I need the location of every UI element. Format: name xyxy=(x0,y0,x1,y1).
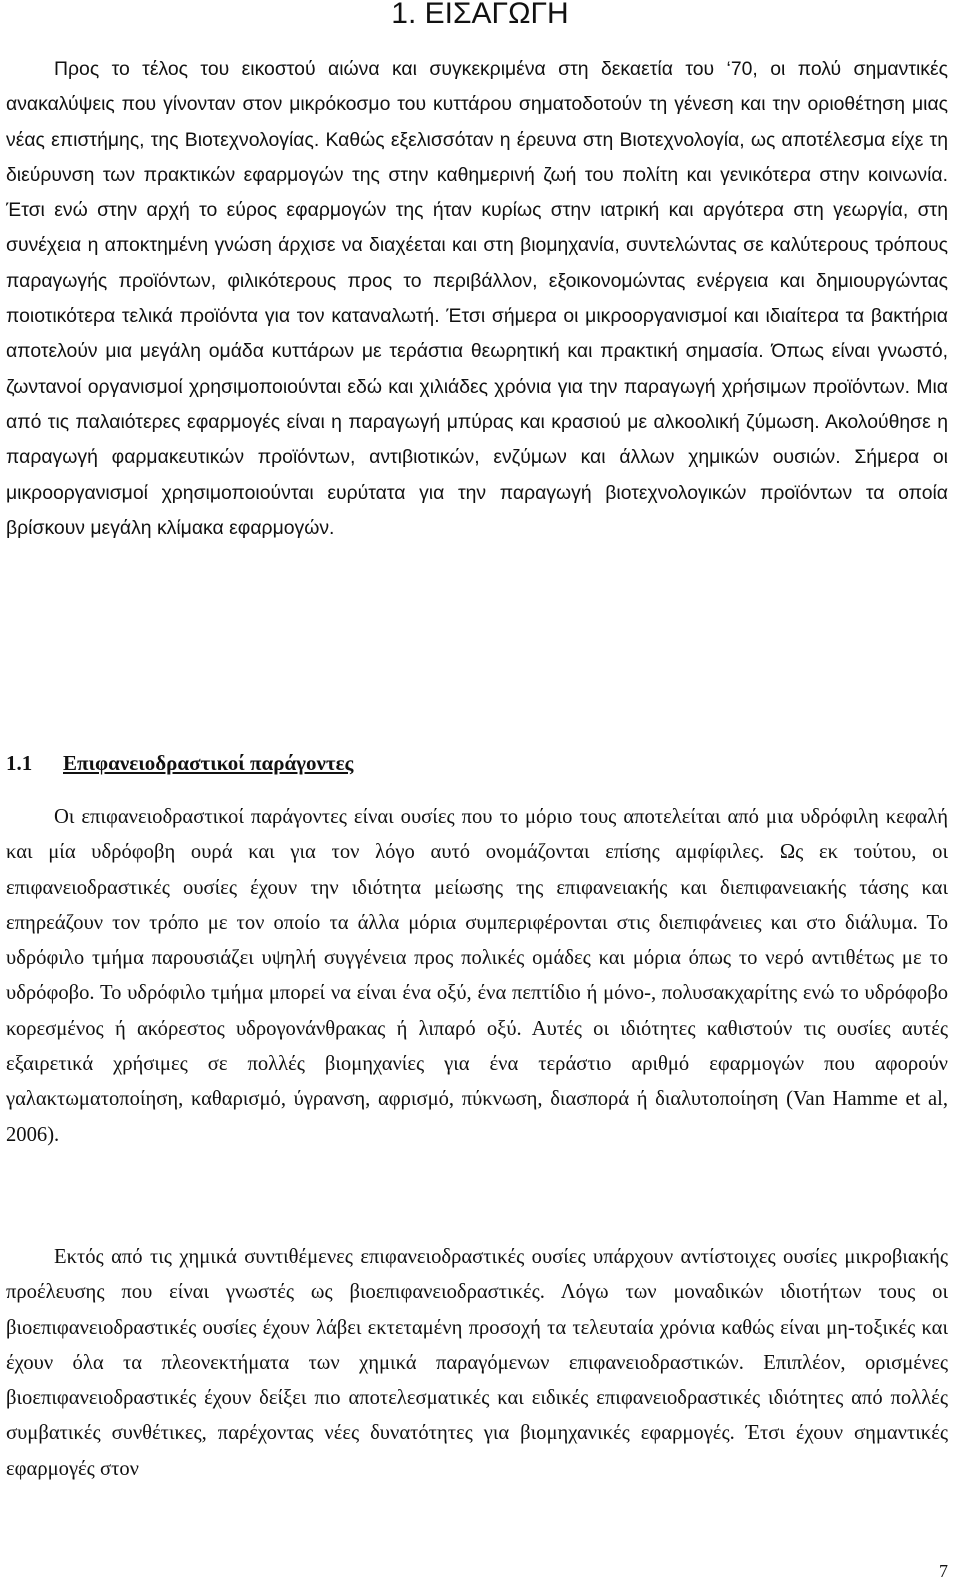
section-title: Επιφανειοδραστικοί παράγοντες xyxy=(63,751,354,775)
section-heading xyxy=(6,748,353,778)
section-paragraph-1: Οι επιφανειοδραστικοί παράγοντες είναι ουσίες που το μόριο τους αποτελείται από μια υδρόφιλη κεφαλή και μία υδρόφοβη ουρά και για τον λόγο αυτό ονομάζονται επίσης αμφίφιλες. Ως εκ τούτου, οι επιφανειοδραστικές ουσίες έχουν την ιδιότητα μείωσης της επιφανειακής και διεπιφανειακής τάσης και επηρεάζουν τον τρόπο με τον οποίο τα άλλα μόρια συμπεριφέρονται στις διεπιφάνειες και στο διάλυμα. Το υδρόφιλο τμήμα παρουσιάζει υψηλή συγγένεια προς πολικές ομάδες και μόρια όπως το νερό αντιθέτως με το υδρόφοβο. Το υδρόφιλο τμήμα μπορεί να είναι ένα οξύ, ένα πεπτίδιο ή μόνο-, πολυσακχαρίτης ενώ το υδρόφοβο κορεσμένος ή ακόρεστος υδρογονάνθρακας ή λιπαρό οξύ. Αυτές οι ιδιότητες καθιστούν τις ουσίες αυτές εξαιρετικά χρήσιμες σε πολλές βιομηχανίες για ένα τεράστιο αριθμό εφαρμογών που αφορούν γαλακτωματοποίηση, καθαρισμό, ύγρανση, αφρισμό, πύκνωση, διασπορά ή διαλυτοποίηση (Van Hamme et al, 2006). xyxy=(6,806,948,1146)
section-number: 1.1 xyxy=(6,751,33,775)
intro-paragraph: Προς το τέλος του εικοστού αιώνα και συγκεκριμένα στη δεκαετία του ‘70, οι πολύ σημαντικές ανακαλύψεις που γίνονταν στον μικρόκοσμο του κυττάρου σηματοδοτούν τη γένεση και την οριοθέτηση μιας νέας επιστήμης, της Βιοτεχνολογίας. Καθώς εξελισσόταν η έρευνα στη Βιοτεχνολογία, ως αποτέλεσμα είχε τη διεύρυνση των πρακτικών εφαρμογών της στην καθημερινή ζωή του πολίτη και γενικότερα στην κοινωνία. Έτσι ενώ στην αρχή το εύρος εφαρμογών της ήταν κυρίως στην ιατρική και αργότερα στη γεωργία, στη συνέχεια η αποκτημένη γνώση άρχισε να διαχέεται και στη βιομηχανία, συντελώντας σε καλύτερους τρόπους παραγωγής προϊόντων, φιλικότερους προς το περιβάλλον, εξοικονομώντας ενέργεια και δημιουργώντας ποιοτικότερα τελικά προϊόντα για τον καταναλωτή. Έτσι σήμερα οι μικροοργανισμοί και ιδιαίτερα τα βακτήρια αποτελούν μια μεγάλη ομάδα κυττάρων με τεράστια θεωρητική και πρακτική σημασία. Όπως είναι γνωστό, ζωντανοί οργανισμοί χρησιμοποιούνται εδώ και χιλιάδες χρόνια για την παραγωγή χρήσιμων προϊόντων. Μια από τις παλαιότερες εφαρμογές είναι η παραγωγή μπύρας και κρασιού με αλκοολική ζύμωση. Ακολούθησε η παραγωγή φαρμακευτικών προϊόντων, αντιβιοτικών, ενζύμων και άλλων χημικών ουσιών. Σήμερα οι μικροοργανισμοί χρησιμοποιούνται ευρύτατα για την παραγωγή βιοτεχνολογικών προϊόντων τα οποία βρίσκουν μεγάλη κλίμακα εφαρμογών. xyxy=(6,58,948,539)
section-paragraph-2: Εκτός από τις χημικά συντιθέμενες επιφανειοδραστικές ουσίες υπάρχουν αντίστοιχες ουσίες μικροβιακής προέλευσης που είναι γνωστές ως βιοεπιφανειοδραστικές. Λόγω των μοναδικών ιδιοτήτων τους οι βιοεπιφανειοδραστικές ουσίες έχουν λάβει εκτεταμένη προσοχή τα τελευταία χρόνια καθώς είναι μη-τοξικές και έχουν όλα τα πλεονεκτήματα των χημικά παραγόμενων επιφανειοδραστικών. Επιπλέον, ορισμένες βιοεπιφανειοδραστικές έχουν δείξει πιο αποτελεσματικές και ειδικές επιφανειοδραστικές ιδιότητες από πολλές συμβατικές συνθέτικες, παρέχοντας νέες δυνατότητες για βιομηχανικές εφαρμογές. Έτσι έχουν σημαντικές εφαρμογές στον xyxy=(6,1246,948,1480)
page-title: 1. ΕΙΣΑΓΩΓΗ xyxy=(391,0,569,30)
page-number: 7 xyxy=(939,1561,948,1581)
